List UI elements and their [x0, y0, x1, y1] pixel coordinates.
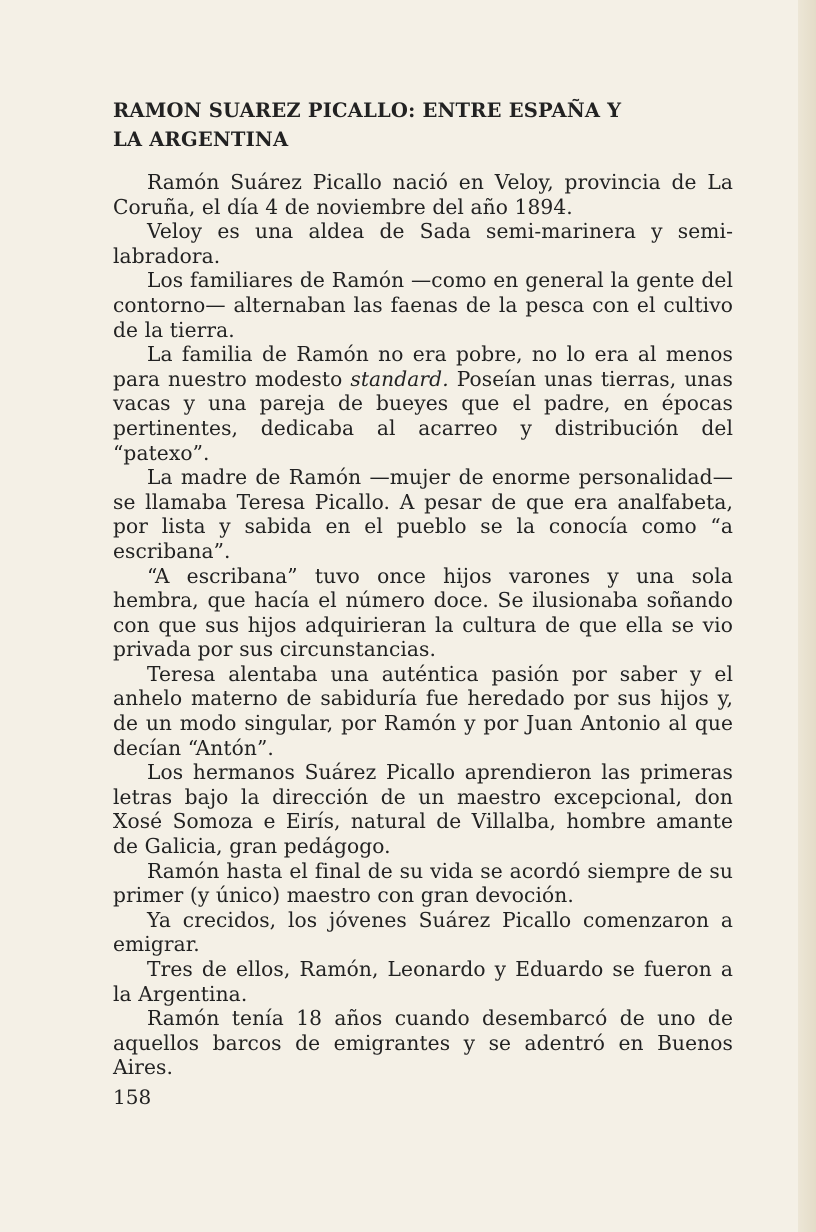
paragraph-2: Veloy es una aldea de Sada semi-marinera y semi-labradora.	[113, 219, 733, 268]
italic-standard: standard.	[350, 366, 449, 391]
paragraph-9: Ramón hasta el final de su vida se acordó siempre de su primer (y único) maestro con gran devoción.	[113, 858, 733, 908]
paragraph-3: Los familiares de Ramón —como en general la gente del contorno— alternaban las faenas de la pesca con el cultivo de la tierra.	[113, 268, 733, 342]
page-body	[113, 96, 733, 1080]
paragraph-4-part-a: La familia de Ramón no era pobre, no lo era al menos para nuestro modesto	[113, 342, 733, 391]
paragraph-1: Ramón Suárez Picallo nació en Veloy, provincia de La Coruña, el día 4 de noviembre del año 1894.	[113, 170, 733, 219]
paragraph-12: Ramón tenía 18 años cuando desembarcó de uno de aquellos barcos de emigrantes y se adentró en Buenos Aires.	[113, 1006, 733, 1080]
page-number: 158	[113, 1085, 152, 1109]
paragraph-4-part-b: Poseían unas tierras, unas vacas y una pareja de bueyes que el padre, en épocas pertinentes, dedicaba al acarreo y distribución del “patexo”.	[113, 366, 734, 465]
paragraph-4	[113, 342, 733, 465]
paragraph-8: Los hermanos Suárez Picallo aprendieron las primeras letras bajo la dirección de un maestro excepcional, don Xosé Somoza e Eirís, natural de Villalba, hombre amante de Galicia, gran pedágogo.	[113, 760, 733, 859]
paragraph-6: “A escribana” tuvo once hijos varones y una sola hembra, que hacía el número doce. Se ilusionaba soñando con que sus hijos adquirieran la cultura de que ella se vio privada por sus circunstancias.	[113, 563, 733, 662]
chapter-title-line-2: LA ARGENTINA	[113, 128, 289, 151]
chapter-title	[113, 96, 733, 154]
paragraph-5: La madre de Ramón —mujer de enorme personalidad— se llamaba Teresa Picallo. A pesar de que era analfabeta, por lista y sabida en el pueblo se la conocía como “a escribana”.	[113, 465, 733, 563]
paragraph-10: Ya crecidos, los jóvenes Suárez Picallo comenzaron a emigrar.	[113, 907, 733, 957]
paragraph-7: Teresa alentaba una auténtica pasión por saber y el anhelo materno de sabiduría fue heredado por sus hijos y, de un modo singular, por Ramón y por Juan Antonio al que decían “Antón”.	[113, 661, 733, 760]
chapter-title-line-1: RAMON SUAREZ PICALLO: ENTRE ESPAÑA Y	[113, 99, 622, 122]
page-edge	[798, 0, 816, 1232]
paragraph-11: Tres de ellos, Ramón, Leonardo y Eduardo se fueron a la Argentina.	[113, 957, 733, 1006]
